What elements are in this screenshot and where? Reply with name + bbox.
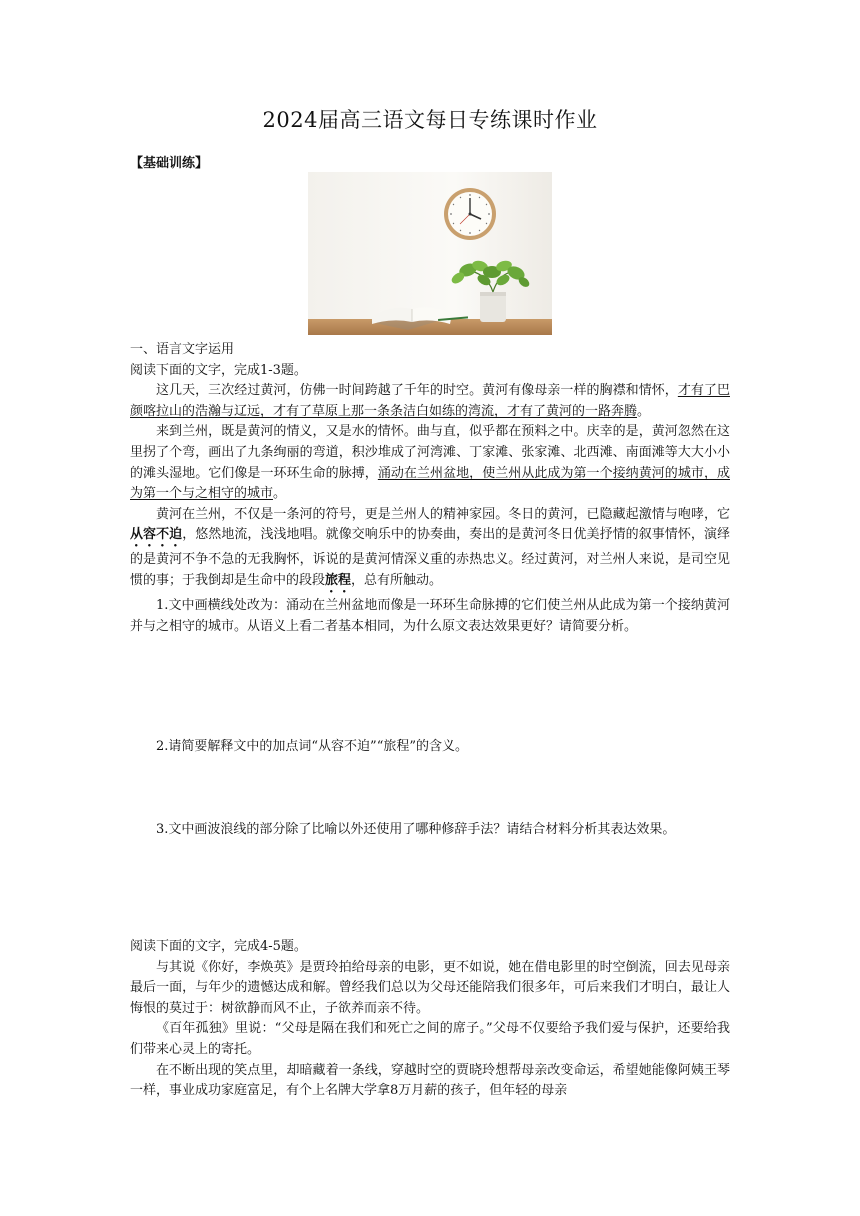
- part2-intro: 阅读下面的文字，完成4-5题。: [130, 939, 307, 954]
- passage1-paragraph3: 黄河在兰州，不仅是一条河的符号，更是兰州人的精神家园。冬日的黄河，已隐藏起激情与咆哮，它从容不迫，悠然地流，浅浅地唱。就像交响乐中的协奏曲，奏出的是黄河冬日优美抒情的叙事情怀，演绎的是黄河不争不急的无我胸怀，诉说的是黄河情深义重的赤热忠义。经过黄河，对兰州人来说，是司空见惯的事；于我倒却是生命中的段段旅程，总有所触动。: [130, 506, 730, 588]
- passage1-paragraph2: 来到兰州，既是黄河的情义，又是水的情怀。曲与直，似乎都在预料之中。庆幸的是，黄河忽然在这里拐了个弯，画出了九条绚丽的弯道，积沙堆成了河湾滩、丁家滩、张家滩、北西滩、南面滩等大大小小的滩头湿地。它们像是一环环生命的脉搏，涌动在兰州盆地，使兰州从此成为第一个接纳黄河的城市，成为第一个与之相守的城市。: [130, 424, 730, 502]
- underlined-sentence: 涌动在兰州盆地，使兰州从此成为第一个接纳黄河的城市，成为第一个与之相守的城市: [130, 465, 730, 502]
- part2-text: [130, 937, 730, 1102]
- passage1-paragraph1: 这几天，三次经过黄河，仿佛一时间跨越了千年的时空。黄河有像母亲一样的胸襟和情怀，才有了巴颜喀拉山的浩瀚与辽远，才有了草原上那一条条洁白如练的湾流，才有了黄河的一路奔腾。: [130, 383, 730, 419]
- passage2-paragraph3: 在不断出现的笑点里，却暗藏着一条线，穿越时空的贾晓玲想帮母亲改变命运，希望她能像阿姨王琴一样，事业成功家庭富足，有个上名牌大学拿8万月薪的孩子，但年轻的母亲: [130, 1062, 730, 1099]
- clock-plant-photo: [308, 172, 552, 335]
- passage2-paragraph1: 与其说《你好，李焕英》是贾玲拍给母亲的电影，更不如说，她在借电影里的时空倒流，回去见母亲最后一面，与年少的遗憾达成和解。曾经我们总以为父母还能陪我们很多年，可后来我们才明白，最让人悔恨的莫过于：树欲静而风不止，子欲养而亲不待。: [130, 959, 730, 1016]
- underlined-text: 才有了巴颜喀拉山的浩瀚与辽远，才有了草原上那一条条洁白如练的湾流，才有了黄河的一路奔腾: [130, 383, 730, 419]
- part1-heading: 一、语言文字运用: [130, 342, 235, 357]
- page-title: 2024届高三语文每日专练课时作业: [262, 108, 598, 132]
- section-label: 【基础训练】: [130, 156, 209, 171]
- question-3: 3.文中画波浪线的部分除了比喻以外还使用了哪种修辞手法？请结合材料分析其表达效果。: [156, 822, 676, 837]
- question-2: 2.请简要解释文中的加点词“从容不迫”“旅程”的含义。: [156, 739, 468, 754]
- clock-icon: [444, 188, 496, 240]
- dotted-word: 从容不迫: [130, 527, 183, 543]
- question-1: 1.文中画横线处改为：涌动在兰州盆地而像是一环环生命脉搏的它们使兰州从此成为第一个接纳黄河并与之相守的城市。从语义上看二者基本相同，为什么原文表达效果更好？请简要分析。: [130, 597, 730, 634]
- part1-text: [130, 340, 730, 637]
- passage2-paragraph2: 《百年孤独》里说：“父母是隔在我们和死亡之间的席子。”父母不仅要给予我们爱与保护，还要给我们带来心灵上的寄托。: [130, 1021, 730, 1057]
- dotted-word: 旅程: [325, 572, 352, 588]
- part1-intro: 阅读下面的文字，完成1-3题。: [130, 362, 307, 378]
